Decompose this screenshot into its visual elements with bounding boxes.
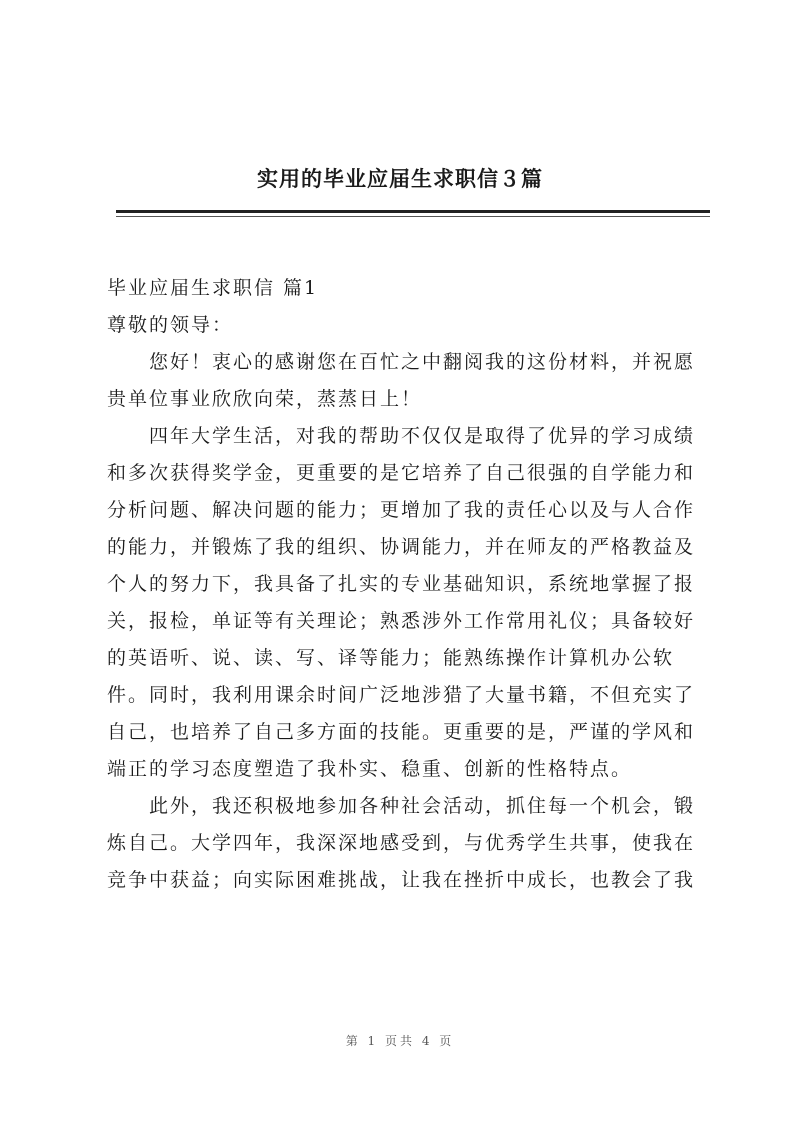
document-title: 实用的毕业应届生求职信３篇 bbox=[257, 166, 543, 191]
paragraph-line: 关，报检，单证等有关理论；熟悉涉外工作常用礼仪；具备较好 bbox=[107, 610, 696, 632]
paragraph-line: 的能力，并锻炼了我的组织、协调能力，并在师友的严格教益及 bbox=[107, 536, 696, 558]
salutation: 尊敬的领导： bbox=[107, 314, 234, 336]
title-divider bbox=[116, 210, 710, 213]
paragraph-line: 自己，也培养了自己多方面的技能。更重要的是，严谨的学风和 bbox=[107, 721, 696, 743]
paragraph-line: 贵单位事业欣欣向荣，蒸蒸日上！ bbox=[107, 388, 423, 410]
paragraph-line: 端正的学习态度塑造了我朴实、稳重、创新的性格特点。 bbox=[107, 758, 633, 780]
paragraph-line: 您好！衷心的感谢您在百忙之中翻阅我的这份材料，并祝愿 bbox=[149, 351, 696, 373]
section-heading: 毕业应届生求职信 篇1 bbox=[107, 277, 319, 299]
page-number: 第 1 页共 4 页 bbox=[345, 1034, 455, 1048]
paragraph-line: 炼自己。大学四年，我深深地感受到，与优秀学生共事，使我在 bbox=[107, 832, 696, 854]
paragraph-line: 四年大学生活，对我的帮助不仅仅是取得了优异的学习成绩 bbox=[149, 425, 696, 447]
paragraph-line: 此外，我还积极地参加各种社会活动，抓住每一个机会，锻 bbox=[149, 795, 696, 817]
paragraph-line: 竞争中获益；向实际困难挑战，让我在挫折中成长，也教会了我 bbox=[107, 869, 696, 891]
paragraph-line: 分析问题、解决问题的能力；更增加了我的责任心以及与人合作 bbox=[107, 499, 696, 521]
title-divider-thin bbox=[116, 216, 710, 217]
paragraph-line: 和多次获得奖学金，更重要的是它培养了自己很强的自学能力和 bbox=[107, 462, 696, 484]
letter-body bbox=[107, 270, 712, 899]
paragraph-line: 件。同时，我利用课余时间广泛地涉猎了大量书籍，不但充实了 bbox=[107, 684, 696, 706]
paragraph-line: 个人的努力下，我具备了扎实的专业基础知识，系统地掌握了报 bbox=[107, 573, 696, 595]
paragraph-line: 的英语听、说、读、写、译等能力；能熟练操作计算机办公软 bbox=[107, 647, 675, 669]
